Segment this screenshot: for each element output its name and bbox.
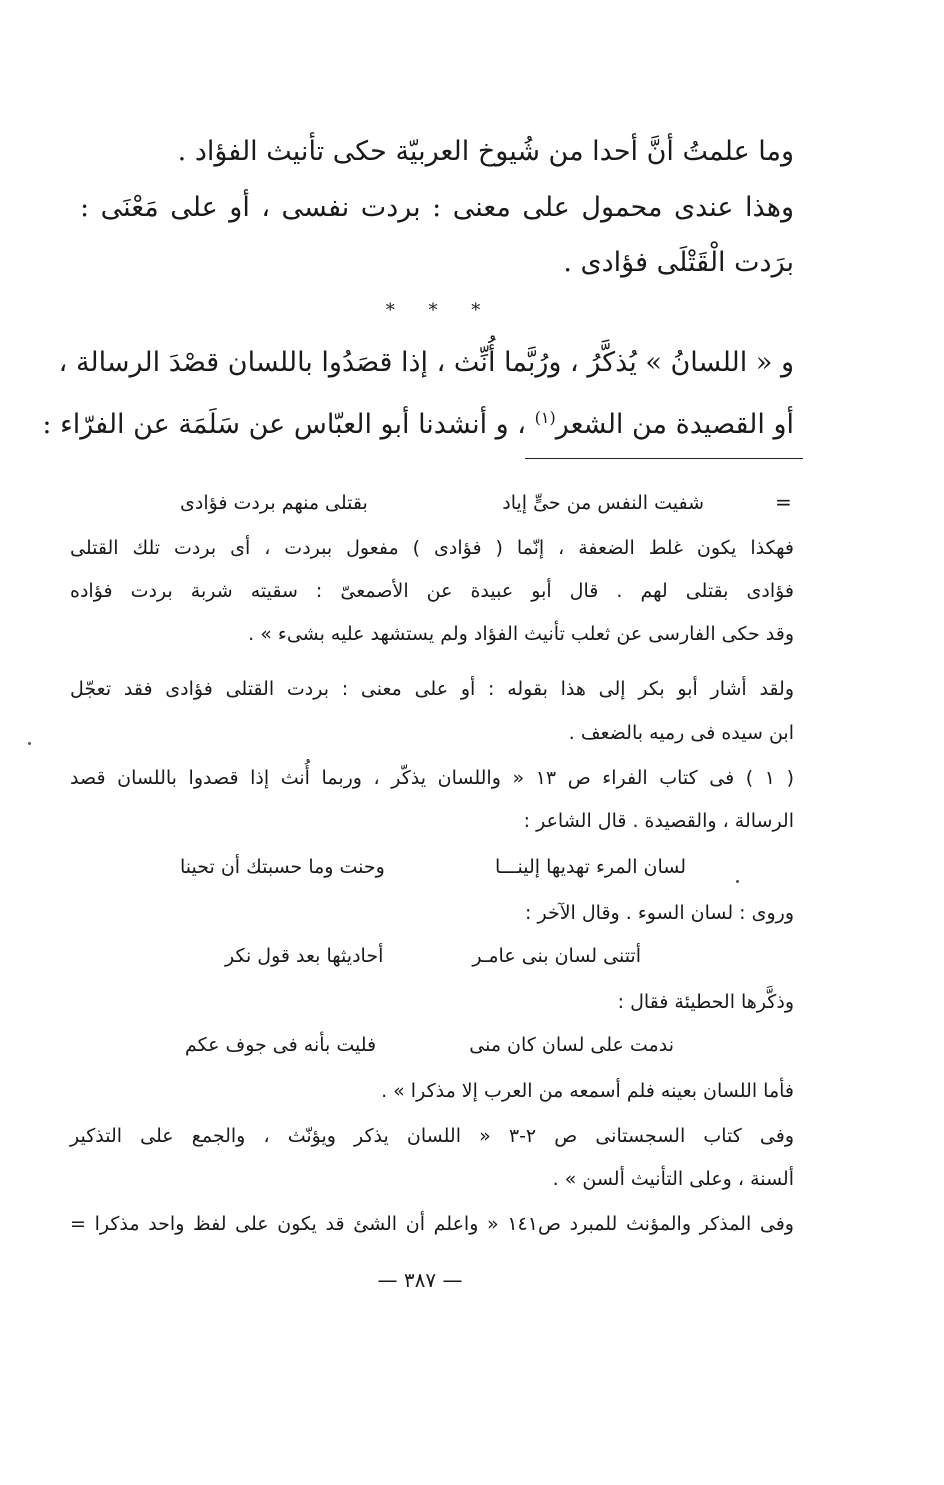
footnote-sijistani-line-1: وفى كتاب السجستانى ص ٢-٣ « اللسان يذكر ويؤنّث ، والجمع على التذكير — [70, 1125, 794, 1147]
verse-2-first-hemistich: لسان المرء تهديها إلينـــا — [495, 856, 686, 878]
verse-3-first-hemistich: أتتنى لسان بنى عامـر — [472, 945, 641, 967]
scan-speck — [28, 742, 31, 745]
main-text-line-5-start: أو القصيدة من الشعر — [555, 409, 794, 440]
verse-1-first-hemistich: شفيت النفس من حىٍّ إياد — [502, 492, 704, 514]
footnote-1-hutayah: وذكَّرها الحطيئة فقال : — [617, 991, 794, 1013]
footnote-divider — [525, 458, 803, 459]
section-separator: * * * — [385, 300, 495, 321]
footnote-reference: (١) — [534, 408, 556, 427]
verse-1-second-hemistich: بقتلى منهم بردت فؤادى — [180, 492, 368, 514]
scan-speck — [736, 880, 739, 883]
footnote-paragraph-2-line-2: ابن سيده فى رميه بالضعف . — [568, 722, 794, 744]
verse-4-second-hemistich: فليت بأنه فى جوف عكم — [185, 1034, 377, 1056]
main-text-line-5 — [42, 398, 794, 445]
main-text-line-1: وما علمتُ أنَّ أحدا من شُيوخ العربيّة حكى تأنيث الفؤاد . — [177, 136, 794, 167]
footnote-paragraph-1-line-1: فهكذا يكون غلط الضعفة ، إنّما ( فؤادى ) مفعول ببردت ، أى بردت تلك القتلى — [70, 537, 794, 559]
main-text-line-3: برَدت الْقَتْلَى فؤادى . — [563, 247, 794, 278]
verse-3-second-hemistich: أحاديثها بعد قول نكر — [225, 945, 384, 967]
footnote-1-line-2: الرسالة ، والقصيدة . قال الشاعر : — [523, 810, 794, 832]
page-number: — ٣٨٧ — — [377, 1268, 463, 1292]
footnote-paragraph-1-line-2: فؤادى بقتلى لهم . قال أبو عبيدة عن الأصمعىّ : سقيته شربة بردت فؤاده — [70, 580, 794, 602]
main-text-line-4: و « اللسانُ » يُذكَّرُ ، ورُبَّما أُنِّث ، إذا قصَدُوا باللسان قصْدَ الرسالة ، — [58, 347, 794, 378]
footnote-paragraph-1-line-3: وقد حكى الفارسى عن ثعلب تأنيث الفؤاد ولم يستشهد عليه بشىء » . — [248, 623, 794, 645]
main-text-line-2: وهذا عندى محمول على معنى : بردت نفسى ، أو على مَعْنَى : — [80, 192, 794, 223]
footnote-sijistani-line-2: ألسنة ، وعلى التأنيث ألسن » . — [552, 1168, 794, 1190]
main-text-line-5-end: ، و أنشدنا أبو العبّاس عن سَلَمَة عن الفرّاء : — [42, 409, 535, 440]
footnote-mubarrad-line-1: وفى المذكر والمؤنث للمبرد ص١٤١ « واعلم أن الشئ قد يكون على لفظ واحد مذكرا = — [70, 1213, 794, 1235]
verse-4-first-hemistich: ندمت على لسان كان منى — [469, 1034, 674, 1056]
footnote-1-line-1: ( ١ ) فى كتاب الفراء ص ١٣ « واللسان يذكّر ، وربما أُنث إذا قصدوا باللسان قصد — [70, 767, 795, 789]
footnote-paragraph-2-line-1: ولقد أشار أبو بكر إلى هذا بقوله : أو على معنى : بردت القتلى فؤادى فقد تعجّل — [70, 678, 794, 700]
footnote-1-narration: وروى : لسان السوء . وقال الآخر : — [525, 902, 794, 924]
footnote-1-conclusion: فأما اللسان بعينه فلم أسمعه من العرب إلا مذكرا » . — [381, 1080, 794, 1102]
continuation-mark: = — [775, 490, 792, 514]
verse-2-second-hemistich: وحنت وما حسبتك أن تحينا — [180, 856, 385, 878]
